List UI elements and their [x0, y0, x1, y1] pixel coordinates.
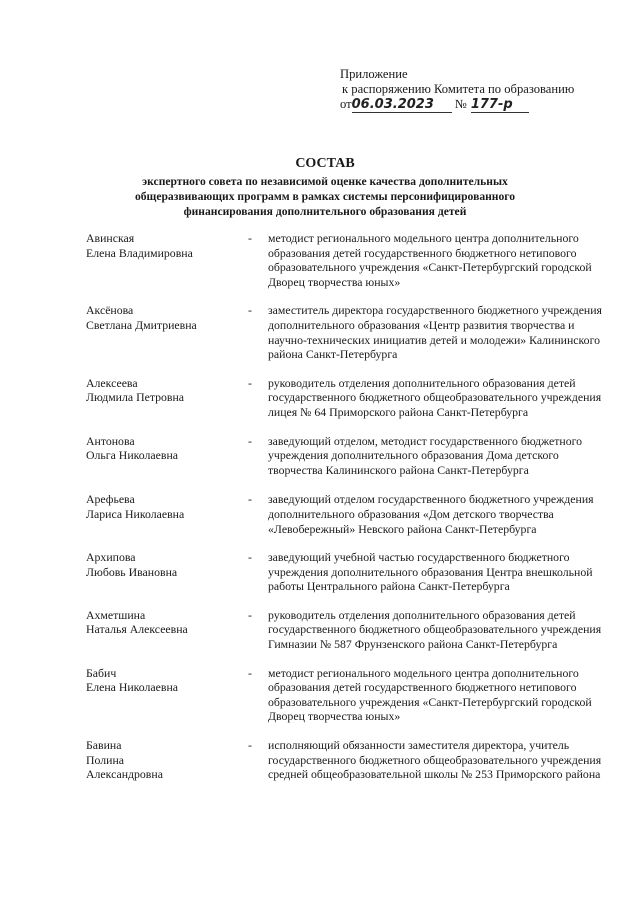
title-main: СОСТАВ: [295, 156, 355, 171]
member-dash: -: [248, 665, 252, 680]
member-position: заведующий отделом государственного бюджетного учреждения дополнительного образования «Дом детского творчества «Левобережный» Невского района Санкт-Петербурга: [268, 492, 594, 536]
member-position: руководитель отделения дополнительного образования детей государственного бюджетного общеобразовательного учреждения лицея № 64 Приморского района Санкт-Петербурга: [268, 375, 602, 419]
member-position: заведующий учебной частью государственного бюджетного учреждения дополнительного образования Центра внешкольной работы Центрального района Санкт-Петербурга: [268, 550, 593, 594]
member-position: исполняющий обязанности заместителя директора, учитель государственного бюджетного общеобразовательного учреждения средней общеобразовательной школы № 253 Приморского района: [268, 738, 602, 782]
member-surname: Алексеева: [86, 375, 138, 390]
member-given-names: Полина: [86, 752, 125, 767]
member-position: заместитель директора государственного бюджетного учреждения дополнительного образования «Центр развития творчества и научно-технических инициатив детей и молодежи» Калининского района Санкт-Петербурга: [268, 303, 602, 362]
member-name: [86, 434, 248, 478]
handwritten-order-number: 177-р: [471, 97, 529, 113]
member-surname: Антонова: [86, 433, 135, 448]
member-given-names: Светлана Дмитриевна: [86, 317, 197, 332]
member-position: руководитель отделения дополнительного образования детей государственного бюджетного общеобразовательного учреждения Гимназии № 587 Фрунзенского района Санкт-Петербурга: [268, 607, 602, 652]
member-given-names: Наталья Алексеевна: [86, 622, 188, 637]
member-position: заведующий отделом, методист государственного бюджетного учреждения дополнительного образования Дома детского творчества Калининского района Санкт-Петербурга: [268, 433, 583, 477]
member-name: [86, 303, 248, 361]
member-given-names: Любовь Ивановна: [86, 564, 178, 579]
member-entry: [86, 550, 606, 594]
member-name: [86, 550, 248, 594]
member-entry: [86, 666, 606, 724]
member-dash: -: [248, 738, 252, 753]
member-surname: Бавина: [86, 738, 122, 753]
member-dash: -: [248, 607, 252, 622]
member-dash: -: [248, 375, 252, 390]
member-surname: Бабич: [86, 665, 117, 680]
appendix-label: Приложение: [340, 67, 408, 81]
members-list: [86, 231, 606, 782]
member-given-names: Людмила Петровна: [86, 390, 185, 405]
member-entry: [86, 434, 606, 478]
title-subtitle-line-1: экспертного совета по независимой оценке качества дополнительных: [142, 175, 508, 188]
member-entry: [86, 231, 606, 289]
member-given-names: Лариса Николаевна: [86, 506, 185, 521]
member-name: [86, 492, 248, 536]
member-dash: -: [248, 492, 252, 507]
member-surname: Ахметшина: [86, 607, 146, 622]
member-entry: [86, 608, 606, 652]
member-name: [86, 738, 248, 782]
appendix-order-reference: к распоряжению Комитета по образованию: [342, 82, 575, 96]
member-given-names: Елена Николаевна: [86, 680, 179, 695]
member-surname: Аксёнова: [86, 303, 134, 318]
member-surname: Авинская: [86, 231, 135, 245]
member-dash: -: [248, 231, 252, 245]
member-position: методист регионального модельного центра дополнительного образования детей государственного бюджетного нетипового образовательного учреждения «Санкт-Петербургский городской Дворец творчества юных»: [268, 665, 592, 724]
member-surname: Арефьева: [86, 492, 135, 507]
member-name: [86, 666, 248, 724]
member-given-names: Елена Владимировна: [86, 245, 193, 260]
member-name: [86, 376, 248, 420]
title-subtitle-line-3: финансирования дополнительного образования детей: [183, 205, 467, 218]
member-dash: -: [248, 433, 252, 448]
member-entry: [86, 376, 606, 420]
document-title: [95, 155, 555, 219]
number-prefix: №: [454, 97, 467, 111]
appendix-header: [340, 67, 630, 113]
member-name: [86, 231, 248, 289]
date-prefix: от: [340, 97, 352, 111]
member-surname: Архипова: [86, 550, 136, 565]
member-patronymic: Александровна: [86, 767, 163, 782]
handwritten-date: 06.03.2023: [352, 97, 452, 113]
member-entry: [86, 738, 606, 782]
member-dash: -: [248, 550, 252, 565]
member-given-names: Ольга Николаевна: [86, 448, 178, 463]
appendix-date-line: [340, 97, 630, 113]
member-entry: [86, 492, 606, 536]
member-dash: -: [248, 303, 252, 318]
member-entry: [86, 303, 606, 361]
member-name: [86, 608, 248, 652]
member-position: методист регионального модельного центра дополнительного образования детей государственного бюджетного нетипового образовательного учреждения «Санкт-Петербургский городской Дворец творчества юных»: [268, 231, 592, 289]
title-subtitle-line-2: общеразвивающих программ в рамках системы персонифицированного: [134, 190, 516, 203]
